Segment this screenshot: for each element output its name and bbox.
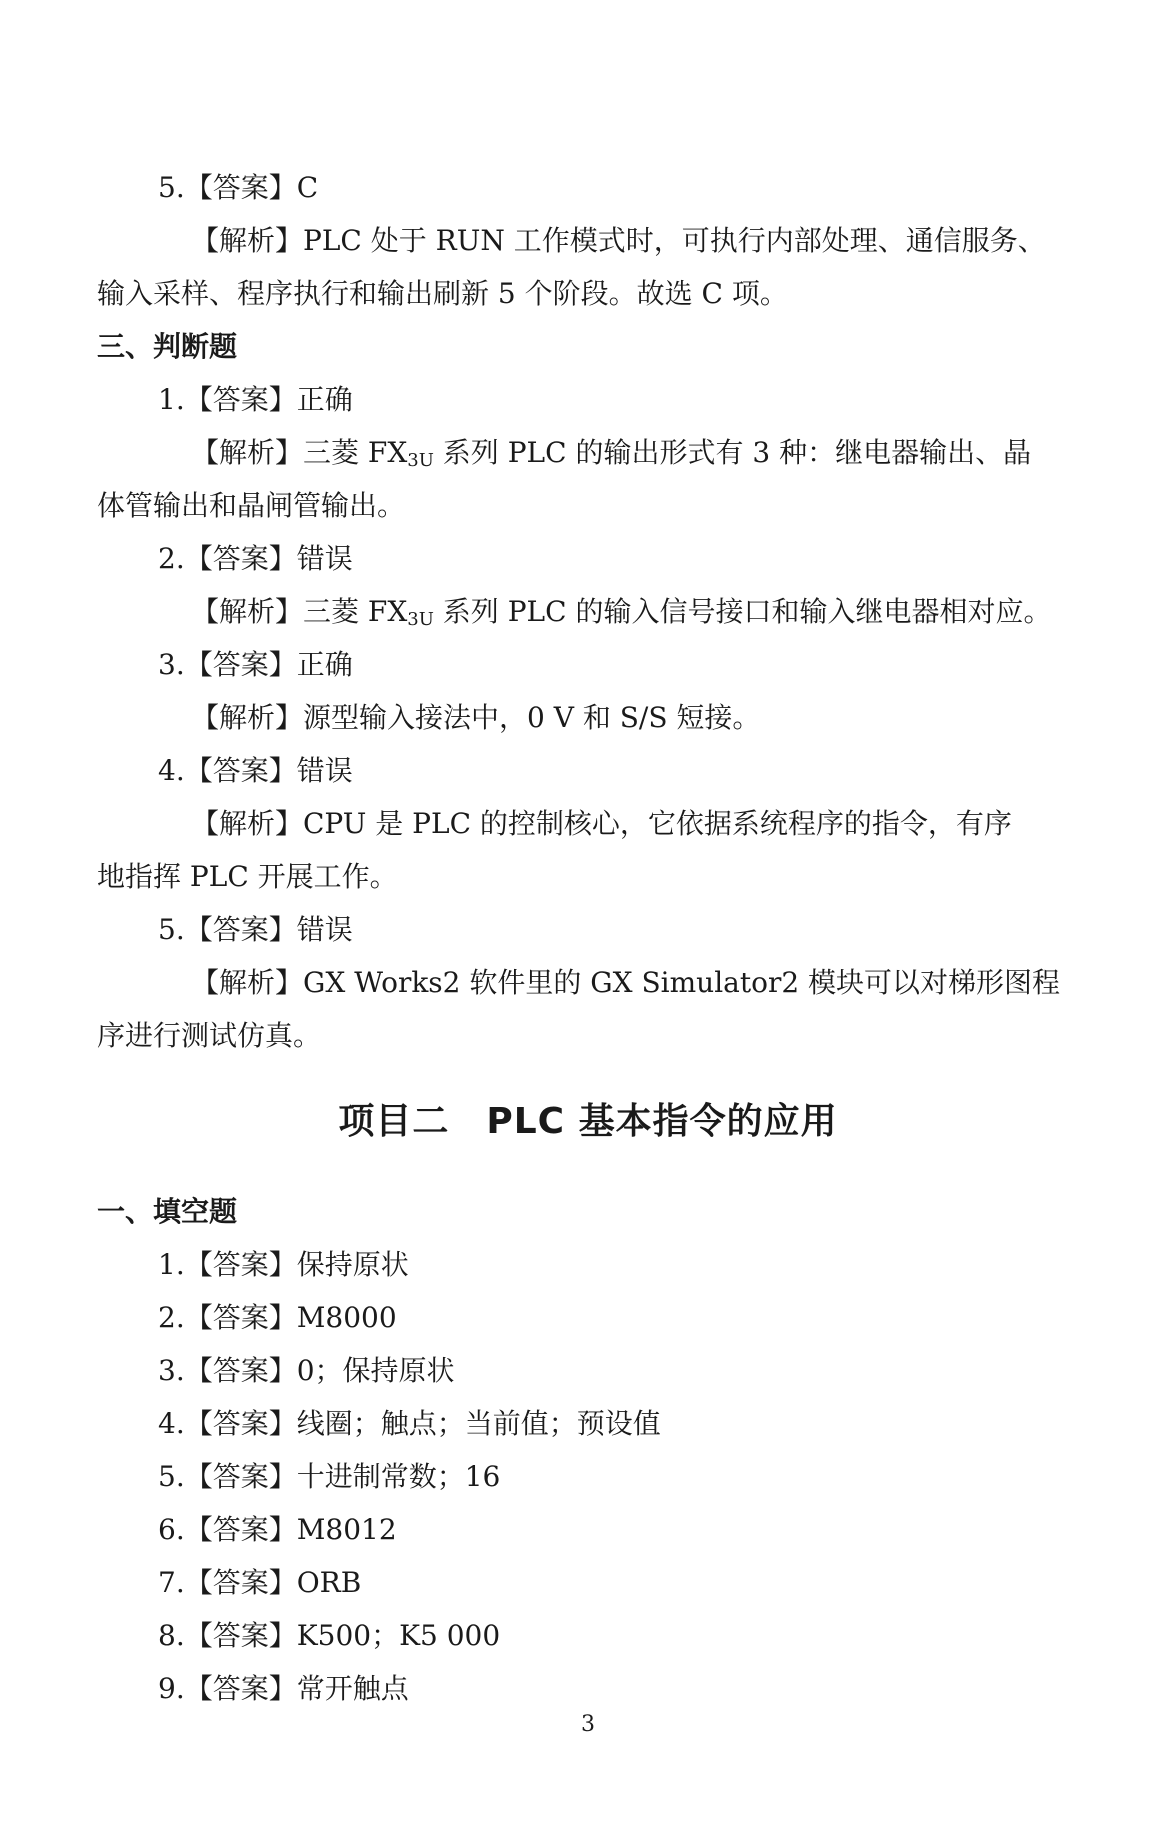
answer-line: 4.【答案】错误 [158,754,353,787]
explanation-line: 【解析】CPU 是 PLC 的控制核心，它依据系统程序的指令，有序 [191,807,1012,840]
explanation-line: 地指挥 PLC 开展工作。 [97,860,398,893]
answer-line: 2.【答案】M8000 [158,1301,397,1334]
explanation-line: 输入采样、程序执行和输出刷新 5 个阶段。故选 C 项。 [97,277,788,310]
explanation-line [191,592,1176,640]
answer-line: 4.【答案】线圈；触点；当前值；预设值 [158,1407,661,1440]
answer-line: 5.【答案】十进制常数；16 [158,1460,501,1493]
answer-line: 6.【答案】M8012 [158,1513,397,1546]
subscript: 3U [407,450,434,471]
answer-line: 1.【答案】保持原状 [158,1248,409,1281]
project-title: 项目二 PLC 基本指令的应用 [338,1101,838,1142]
page-number: 3 [581,1712,595,1737]
section-heading: 三、判断题 [97,330,238,363]
answer-line: 5.【答案】C [158,171,319,204]
subscript: 3U [407,609,434,630]
explanation-line [191,433,1176,481]
answer-line: 3.【答案】正确 [158,648,353,681]
answer-line: 5.【答案】错误 [158,913,353,946]
answer-line: 8.【答案】K500；K5 000 [158,1619,501,1652]
explanation-line: 【解析】PLC 处于 RUN 工作模式时，可执行内部处理、通信服务、 [191,224,1046,257]
section-heading: 一、填空题 [97,1195,238,1228]
answer-line: 7.【答案】ORB [158,1566,362,1599]
text-run: 【解析】三菱 FX [191,436,408,469]
text-run: 系列 PLC 的输出形式有 3 种：继电器输出、晶 [433,436,1032,469]
explanation-line: 【解析】源型输入接法中，0 V 和 S/S 短接。 [191,701,761,734]
answer-line: 9.【答案】常开触点 [158,1672,409,1705]
explanation-line: 体管输出和晶闸管输出。 [97,489,406,522]
explanation-line: 【解析】GX Works2 软件里的 GX Simulator2 模块可以对梯形图程 [191,966,1061,999]
answer-line: 2.【答案】错误 [158,542,353,575]
text-run: 【解析】三菱 FX [191,595,408,628]
answer-line: 3.【答案】0；保持原状 [158,1354,455,1387]
text-run: 系列 PLC 的输入信号接口和输入继电器相对应。 [433,595,1052,628]
answer-line: 1.【答案】正确 [158,383,353,416]
explanation-line: 序进行测试仿真。 [97,1019,322,1052]
